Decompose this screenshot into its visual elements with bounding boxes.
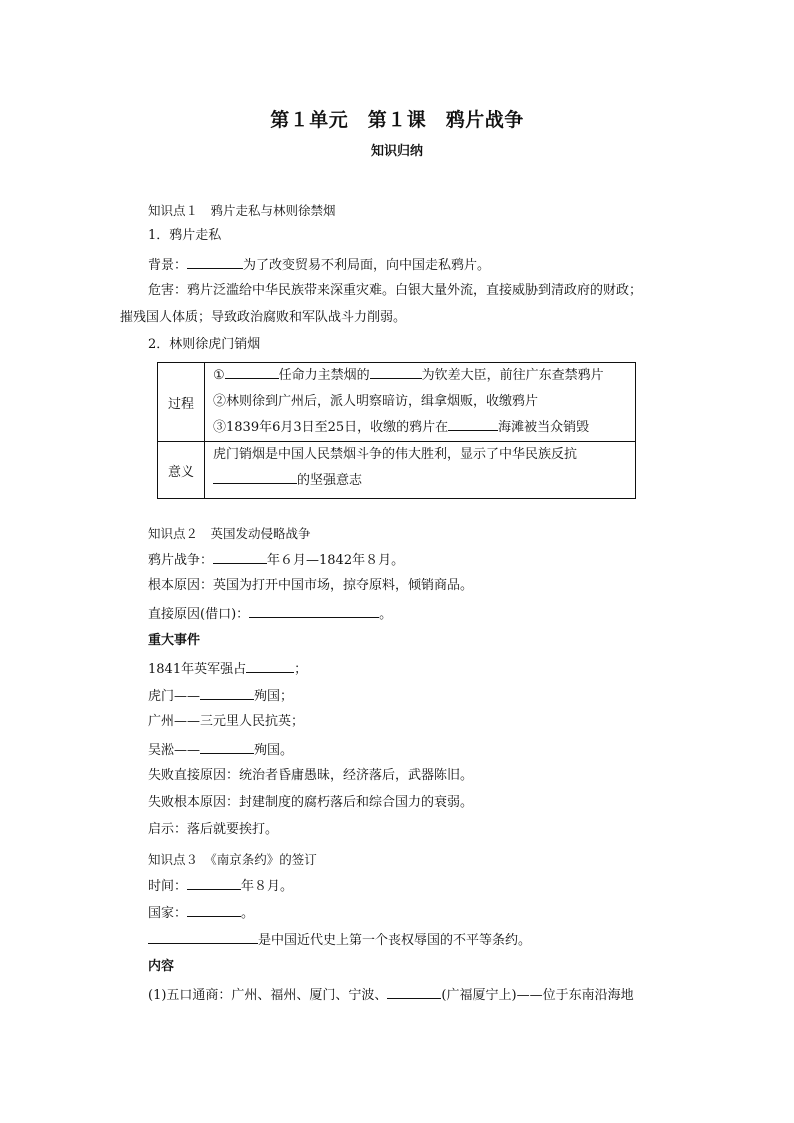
country-label: 国家： bbox=[148, 906, 188, 921]
step1-text-b: 为钦差大臣，前往广东查禁鸦片 bbox=[421, 368, 604, 383]
process-row bbox=[158, 363, 636, 442]
event4-text: 吴淞—— bbox=[148, 743, 201, 758]
event4-end: 殉国。 bbox=[254, 743, 294, 758]
kp1-background-line bbox=[148, 256, 490, 274]
kp1-harm-line2: 摧残国人体质；导致政治腐败和军队战斗力削弱。 bbox=[120, 310, 407, 325]
content-heading: 内容 bbox=[148, 959, 175, 974]
event-guangzhou: 广州——三元里人民抗英； bbox=[148, 714, 305, 729]
event1-text: 1841年英军强占 bbox=[148, 662, 247, 677]
process-step-1 bbox=[205, 363, 635, 389]
kp1-heading: 知识点１ 鸦片走私与林则徐禁烟 bbox=[148, 203, 336, 218]
treaty-time-line bbox=[148, 877, 293, 895]
major-events-heading: 重大事件 bbox=[148, 633, 201, 648]
kp2-heading: 知识点２ 英国发动侵略战争 bbox=[148, 526, 311, 541]
time-label: 时间： bbox=[148, 879, 188, 894]
time-blank bbox=[187, 877, 241, 890]
event1-blank bbox=[246, 660, 294, 673]
meaning-line2: 的坚强意志 bbox=[297, 473, 363, 488]
meaning-cell bbox=[205, 442, 636, 499]
opium-war-label: 鸦片战争： bbox=[148, 553, 214, 568]
direct-cause-line bbox=[148, 605, 392, 623]
kp1-section1-title: 1．鸦片走私 bbox=[148, 228, 222, 243]
process-label: 过程 bbox=[158, 363, 205, 442]
event-humen bbox=[148, 687, 293, 705]
event4-blank bbox=[200, 741, 254, 754]
direct-cause-blank bbox=[249, 605, 379, 618]
meaning-row bbox=[158, 442, 636, 499]
background-blank bbox=[187, 256, 243, 269]
page-title: 第１单元 第１课 鸦片战争 bbox=[270, 109, 524, 131]
kp3-heading: 知识点３ 《南京条约》的签订 bbox=[148, 852, 317, 867]
failure-root-cause: 失败根本原因：封建制度的腐朽落后和综合国力的衰弱。 bbox=[148, 795, 474, 810]
process-cell bbox=[205, 363, 636, 442]
step1-marker: ① bbox=[213, 368, 225, 383]
event2-end: 殉国； bbox=[254, 689, 294, 704]
opium-war-dates: 年６月—1842年８月。 bbox=[267, 553, 405, 568]
item1-blank bbox=[387, 986, 441, 999]
background-label: 背景： bbox=[148, 258, 188, 273]
step1-text-a: 任命力主禁烟的 bbox=[278, 368, 370, 383]
process-step-2: ②林则徐到广州后，派人明察暗访，缉拿烟贩，收缴鸦片 bbox=[213, 394, 539, 409]
content-item-1 bbox=[148, 986, 634, 1004]
step3-blank bbox=[448, 418, 498, 431]
event2-text: 虎门—— bbox=[148, 689, 201, 704]
background-text: 为了改变贸易不利局面，向中国走私鸦片。 bbox=[243, 258, 491, 273]
country-end: 。 bbox=[241, 906, 255, 921]
page-subtitle: 知识归纳 bbox=[370, 144, 423, 159]
opium-war-line bbox=[148, 551, 404, 569]
time-suffix: 年８月。 bbox=[241, 879, 294, 894]
event1-end: ； bbox=[294, 662, 308, 677]
treaty-text: 是中国近代史上第一个丧权辱国的不平等条约。 bbox=[258, 933, 532, 948]
event-wusong bbox=[148, 741, 293, 759]
treaty-blank bbox=[148, 931, 258, 944]
step3-text-a: ③1839年6月3日至25日，收缴的鸦片在 bbox=[213, 420, 449, 435]
direct-cause-label: 直接原因(借口)： bbox=[148, 607, 250, 622]
kp1-harm-line1: 危害：鸦片泛滥给中华民族带来深重灾难。白银大量外流，直接威胁到清政府的财政； bbox=[148, 283, 643, 298]
treaty-significance-line bbox=[148, 931, 531, 949]
opium-war-blank bbox=[213, 551, 267, 564]
step3-text-b: 海滩被当众销毁 bbox=[498, 420, 590, 435]
item1-suffix: (广福厦宁上)——位于东南沿海地 bbox=[441, 988, 634, 1003]
meaning-text bbox=[205, 442, 635, 498]
event-1841 bbox=[148, 660, 307, 678]
step1-blank-b bbox=[370, 366, 422, 379]
kp1-section2-title: 2．林则徐虎门销烟 bbox=[148, 337, 261, 352]
meaning-line1: 虎门销烟是中国人民禁烟斗争的伟大胜利，显示了中华民族反抗 bbox=[213, 447, 578, 462]
meaning-label: 意义 bbox=[158, 442, 205, 499]
step1-blank-a bbox=[225, 366, 279, 379]
lesson-line: 启示：落后就要挨打。 bbox=[148, 822, 279, 837]
meaning-blank bbox=[213, 471, 297, 484]
process-step-3 bbox=[205, 415, 635, 441]
country-blank bbox=[187, 904, 241, 917]
humen-table bbox=[157, 362, 636, 499]
root-cause-line: 根本原因：英国为打开中国市场，掠夺原料，倾销商品。 bbox=[148, 578, 474, 593]
item1-text: (1)五口通商：广州、福州、厦门、宁波、 bbox=[148, 988, 388, 1003]
event2-blank bbox=[200, 687, 254, 700]
treaty-country-line bbox=[148, 904, 254, 922]
direct-cause-end: 。 bbox=[379, 607, 393, 622]
failure-direct-cause: 失败直接原因：统治者昏庸愚昧，经济落后，武器陈旧。 bbox=[148, 768, 474, 783]
